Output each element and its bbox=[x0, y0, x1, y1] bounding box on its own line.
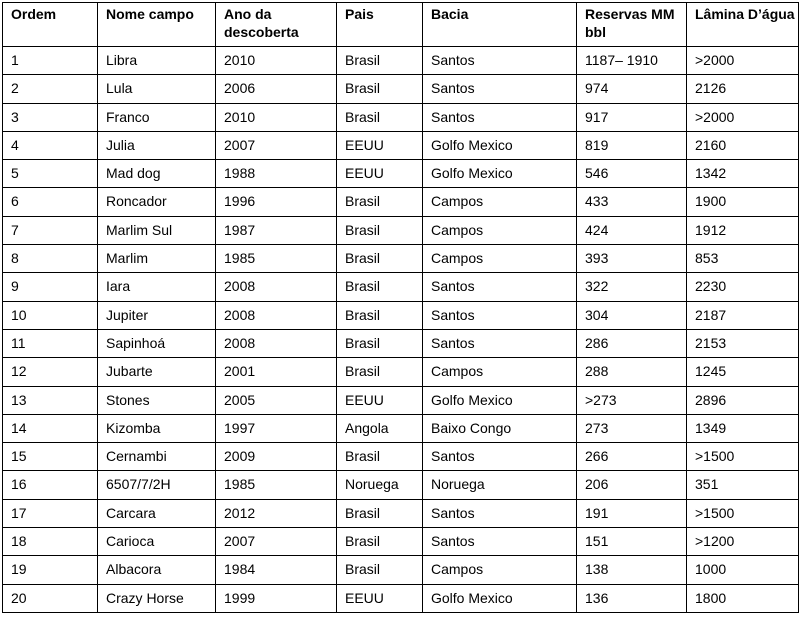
cell-lamina: 1912 bbox=[687, 216, 799, 244]
cell-pais: Brasil bbox=[337, 47, 423, 75]
cell-reservas: >273 bbox=[577, 386, 687, 414]
cell-reservas: 206 bbox=[577, 471, 687, 499]
cell-lamina: >1500 bbox=[687, 499, 799, 527]
col-header-reservas: Reservas MM bbl bbox=[577, 3, 687, 47]
cell-reservas: 393 bbox=[577, 245, 687, 273]
cell-lamina: 853 bbox=[687, 245, 799, 273]
table-row bbox=[3, 443, 799, 471]
col-header-nome-campo: Nome campo bbox=[98, 3, 216, 47]
cell-ordem: 17 bbox=[3, 499, 98, 527]
table-row bbox=[3, 75, 799, 103]
cell-pais: Brasil bbox=[337, 103, 423, 131]
cell-ordem: 13 bbox=[3, 386, 98, 414]
cell-bacia: Campos bbox=[423, 216, 577, 244]
cell-ordem: 4 bbox=[3, 131, 98, 159]
cell-ano: 2007 bbox=[216, 131, 337, 159]
cell-ano: 2008 bbox=[216, 301, 337, 329]
cell-ano: 1987 bbox=[216, 216, 337, 244]
cell-nome-campo: Carcara bbox=[98, 499, 216, 527]
cell-pais: EEUU bbox=[337, 131, 423, 159]
cell-nome-campo: Kizomba bbox=[98, 414, 216, 442]
table-row bbox=[3, 47, 799, 75]
cell-bacia: Santos bbox=[423, 329, 577, 357]
cell-bacia: Santos bbox=[423, 273, 577, 301]
cell-ordem: 1 bbox=[3, 47, 98, 75]
cell-nome-campo: Libra bbox=[98, 47, 216, 75]
cell-bacia: Golfo Mexico bbox=[423, 131, 577, 159]
table-row bbox=[3, 160, 799, 188]
cell-pais: Angola bbox=[337, 414, 423, 442]
cell-bacia: Santos bbox=[423, 47, 577, 75]
cell-reservas: 191 bbox=[577, 499, 687, 527]
cell-pais: Brasil bbox=[337, 188, 423, 216]
cell-pais: EEUU bbox=[337, 386, 423, 414]
table-row bbox=[3, 358, 799, 386]
table-row bbox=[3, 471, 799, 499]
cell-nome-campo: Marlim bbox=[98, 245, 216, 273]
col-header-ordem: Ordem bbox=[3, 3, 98, 47]
table-row bbox=[3, 528, 799, 556]
cell-lamina: 1342 bbox=[687, 160, 799, 188]
cell-bacia: Campos bbox=[423, 556, 577, 584]
cell-nome-campo: Cernambi bbox=[98, 443, 216, 471]
table-row bbox=[3, 103, 799, 131]
cell-ano: 2008 bbox=[216, 329, 337, 357]
cell-pais: Brasil bbox=[337, 329, 423, 357]
oil-fields-table bbox=[2, 2, 799, 613]
cell-reservas: 424 bbox=[577, 216, 687, 244]
cell-nome-campo: Jupiter bbox=[98, 301, 216, 329]
cell-ano: 2001 bbox=[216, 358, 337, 386]
table-body bbox=[3, 47, 799, 613]
cell-ordem: 18 bbox=[3, 528, 98, 556]
cell-ano: 2008 bbox=[216, 273, 337, 301]
cell-lamina: >1500 bbox=[687, 443, 799, 471]
cell-ordem: 10 bbox=[3, 301, 98, 329]
table-row bbox=[3, 499, 799, 527]
cell-pais: Brasil bbox=[337, 358, 423, 386]
table-row bbox=[3, 273, 799, 301]
cell-reservas: 266 bbox=[577, 443, 687, 471]
cell-bacia: Santos bbox=[423, 528, 577, 556]
cell-reservas: 151 bbox=[577, 528, 687, 556]
col-header-pais: Pais bbox=[337, 3, 423, 47]
cell-nome-campo: Crazy Horse bbox=[98, 584, 216, 612]
cell-reservas: 433 bbox=[577, 188, 687, 216]
cell-ordem: 8 bbox=[3, 245, 98, 273]
cell-lamina: >2000 bbox=[687, 47, 799, 75]
cell-reservas: 1187– 1910 bbox=[577, 47, 687, 75]
cell-nome-campo: Lula bbox=[98, 75, 216, 103]
cell-ordem: 12 bbox=[3, 358, 98, 386]
cell-ordem: 20 bbox=[3, 584, 98, 612]
cell-ano: 2005 bbox=[216, 386, 337, 414]
cell-lamina: 2187 bbox=[687, 301, 799, 329]
cell-bacia: Santos bbox=[423, 103, 577, 131]
cell-reservas: 286 bbox=[577, 329, 687, 357]
cell-pais: Brasil bbox=[337, 273, 423, 301]
cell-reservas: 138 bbox=[577, 556, 687, 584]
cell-ordem: 11 bbox=[3, 329, 98, 357]
cell-ano: 2007 bbox=[216, 528, 337, 556]
cell-pais: Noruega bbox=[337, 471, 423, 499]
cell-nome-campo: Roncador bbox=[98, 188, 216, 216]
table-row bbox=[3, 584, 799, 612]
cell-nome-campo: Stones bbox=[98, 386, 216, 414]
cell-ano: 1997 bbox=[216, 414, 337, 442]
header-row bbox=[3, 3, 799, 47]
cell-reservas: 917 bbox=[577, 103, 687, 131]
cell-lamina: 2160 bbox=[687, 131, 799, 159]
cell-nome-campo: Carioca bbox=[98, 528, 216, 556]
cell-pais: Brasil bbox=[337, 216, 423, 244]
table-row bbox=[3, 188, 799, 216]
table-row bbox=[3, 556, 799, 584]
cell-pais: Brasil bbox=[337, 301, 423, 329]
table-row bbox=[3, 301, 799, 329]
cell-nome-campo: 6507/7/2H bbox=[98, 471, 216, 499]
cell-ordem: 16 bbox=[3, 471, 98, 499]
col-header-ano-descoberta: Ano da descoberta bbox=[216, 3, 337, 47]
cell-nome-campo: Jubarte bbox=[98, 358, 216, 386]
cell-reservas: 546 bbox=[577, 160, 687, 188]
cell-lamina: 2896 bbox=[687, 386, 799, 414]
cell-ano: 2012 bbox=[216, 499, 337, 527]
cell-bacia: Golfo Mexico bbox=[423, 386, 577, 414]
cell-ano: 1984 bbox=[216, 556, 337, 584]
cell-nome-campo: Marlim Sul bbox=[98, 216, 216, 244]
table-row bbox=[3, 386, 799, 414]
cell-lamina: 1900 bbox=[687, 188, 799, 216]
col-header-lamina-dagua: Lâmina D’água bbox=[687, 3, 799, 47]
cell-pais: Brasil bbox=[337, 75, 423, 103]
cell-pais: EEUU bbox=[337, 584, 423, 612]
cell-lamina: >1200 bbox=[687, 528, 799, 556]
cell-bacia: Noruega bbox=[423, 471, 577, 499]
cell-ordem: 2 bbox=[3, 75, 98, 103]
cell-ano: 2010 bbox=[216, 47, 337, 75]
cell-pais: Brasil bbox=[337, 443, 423, 471]
cell-ordem: 7 bbox=[3, 216, 98, 244]
cell-reservas: 819 bbox=[577, 131, 687, 159]
cell-ano: 1985 bbox=[216, 471, 337, 499]
cell-bacia: Campos bbox=[423, 188, 577, 216]
cell-ordem: 3 bbox=[3, 103, 98, 131]
table-row bbox=[3, 245, 799, 273]
cell-nome-campo: Sapinhoá bbox=[98, 329, 216, 357]
cell-bacia: Santos bbox=[423, 443, 577, 471]
cell-reservas: 136 bbox=[577, 584, 687, 612]
table-row bbox=[3, 216, 799, 244]
cell-lamina: 1349 bbox=[687, 414, 799, 442]
cell-lamina: 2230 bbox=[687, 273, 799, 301]
cell-bacia: Golfo Mexico bbox=[423, 584, 577, 612]
cell-bacia: Campos bbox=[423, 358, 577, 386]
cell-lamina: 1245 bbox=[687, 358, 799, 386]
cell-ano: 2009 bbox=[216, 443, 337, 471]
cell-reservas: 288 bbox=[577, 358, 687, 386]
cell-bacia: Golfo Mexico bbox=[423, 160, 577, 188]
cell-ordem: 5 bbox=[3, 160, 98, 188]
cell-lamina: >2000 bbox=[687, 103, 799, 131]
cell-pais: EEUU bbox=[337, 160, 423, 188]
cell-pais: Brasil bbox=[337, 499, 423, 527]
table-row bbox=[3, 414, 799, 442]
cell-ordem: 14 bbox=[3, 414, 98, 442]
cell-ano: 1999 bbox=[216, 584, 337, 612]
cell-nome-campo: Mad dog bbox=[98, 160, 216, 188]
cell-nome-campo: Julia bbox=[98, 131, 216, 159]
cell-pais: Brasil bbox=[337, 245, 423, 273]
cell-ordem: 19 bbox=[3, 556, 98, 584]
cell-nome-campo: Iara bbox=[98, 273, 216, 301]
cell-ordem: 9 bbox=[3, 273, 98, 301]
cell-bacia: Santos bbox=[423, 301, 577, 329]
cell-bacia: Campos bbox=[423, 245, 577, 273]
cell-lamina: 2153 bbox=[687, 329, 799, 357]
cell-pais: Brasil bbox=[337, 528, 423, 556]
table-row bbox=[3, 131, 799, 159]
cell-reservas: 322 bbox=[577, 273, 687, 301]
cell-nome-campo: Franco bbox=[98, 103, 216, 131]
cell-lamina: 1000 bbox=[687, 556, 799, 584]
cell-bacia: Santos bbox=[423, 75, 577, 103]
cell-lamina: 2126 bbox=[687, 75, 799, 103]
cell-ordem: 6 bbox=[3, 188, 98, 216]
cell-nome-campo: Albacora bbox=[98, 556, 216, 584]
cell-ano: 1985 bbox=[216, 245, 337, 273]
cell-bacia: Santos bbox=[423, 499, 577, 527]
cell-lamina: 1800 bbox=[687, 584, 799, 612]
cell-ano: 1996 bbox=[216, 188, 337, 216]
cell-ano: 2010 bbox=[216, 103, 337, 131]
cell-reservas: 304 bbox=[577, 301, 687, 329]
cell-reservas: 273 bbox=[577, 414, 687, 442]
cell-ano: 1988 bbox=[216, 160, 337, 188]
cell-bacia: Baixo Congo bbox=[423, 414, 577, 442]
cell-ordem: 15 bbox=[3, 443, 98, 471]
cell-reservas: 974 bbox=[577, 75, 687, 103]
cell-lamina: 351 bbox=[687, 471, 799, 499]
cell-pais: Brasil bbox=[337, 556, 423, 584]
col-header-bacia: Bacia bbox=[423, 3, 577, 47]
cell-ano: 2006 bbox=[216, 75, 337, 103]
table-row bbox=[3, 329, 799, 357]
